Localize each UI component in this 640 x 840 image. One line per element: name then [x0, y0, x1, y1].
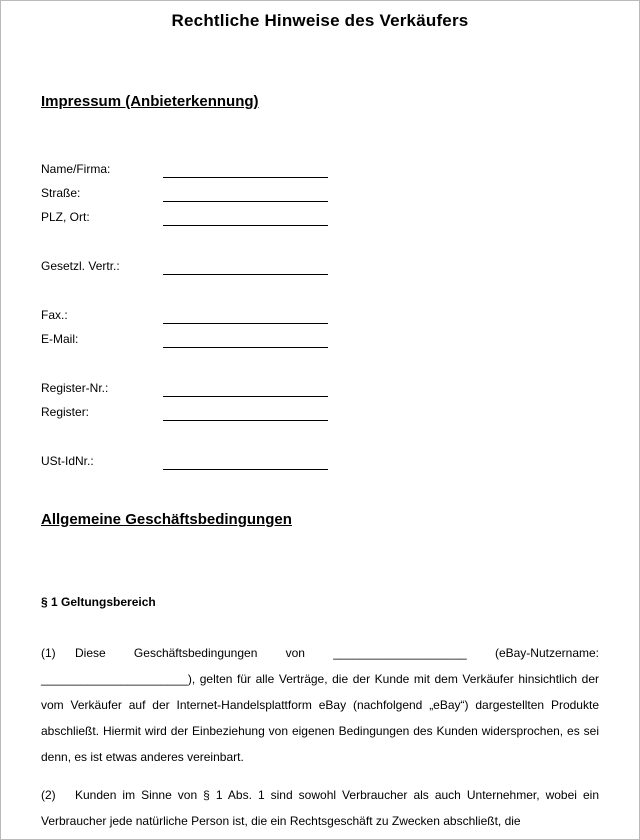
blank-underline: [163, 404, 328, 421]
blank-underline: [163, 209, 328, 226]
blank-underline: [163, 185, 328, 202]
field-row-register-nr: [41, 373, 599, 397]
blank-underline: [163, 161, 328, 178]
field-label: E-Mail:: [41, 332, 79, 346]
field-label: Fax.:: [41, 308, 68, 322]
field-label: Register:: [41, 405, 90, 419]
section-1-heading: § 1 Geltungsbereich: [41, 595, 156, 609]
paragraph-1: [41, 640, 599, 770]
field-row-ust-idnr: [41, 446, 599, 470]
field-label: USt-IdNr.:: [41, 454, 94, 468]
paragraph-2: [41, 782, 599, 834]
impressum-fields: [41, 154, 599, 470]
paragraph-1-number: (1): [41, 646, 56, 660]
blank-underline: [163, 331, 328, 348]
blank-underline: [163, 258, 328, 275]
field-label: PLZ, Ort:: [41, 210, 90, 224]
field-label: Straße:: [41, 186, 81, 200]
paragraph-1-text: Diese Geschäftsbedingungen von ____________________ (eBay-Nutzername: ______________________), gelten für alle Verträge, die der Kunde mit dem Verkäufer hinsichtlich der vom Verkäufer auf der Internet-Handelsplattform eBay (nachfolgend „eBay“) dargestellten Produkte abschließt. Hiermit wird der Einbeziehung von eigenen Bedingungen des Kunden widersprochen, es sei denn, es ist etwas anderes vereinbart.: [41, 646, 599, 764]
paragraph-2-number: (2): [41, 788, 56, 802]
blank-underline: [163, 307, 328, 324]
document-title: Rechtliche Hinweise des Verkäufers: [171, 11, 469, 30]
field-row-name-firma: [41, 154, 599, 178]
field-row-register: [41, 397, 599, 421]
impressum-heading: Impressum (Anbieterkennung): [41, 93, 259, 110]
field-row-fax: [41, 300, 599, 324]
field-row-gesetzl-vertr: [41, 251, 599, 275]
blank-underline: [163, 453, 328, 470]
field-row-strasse: [41, 178, 599, 202]
field-label: Gesetzl. Vertr.:: [41, 259, 120, 273]
blank-underline: [163, 380, 328, 397]
field-label: Register-Nr.:: [41, 381, 109, 395]
field-row-email: [41, 324, 599, 348]
paragraph-2-text: Kunden im Sinne von § 1 Abs. 1 sind sowohl Verbraucher als auch Unternehmer, wobei ein Verbraucher jede natürliche Person ist, die ein Rechtsgeschäft zu Zwecken abschließt, die: [41, 788, 599, 828]
field-row-plz-ort: [41, 202, 599, 226]
field-label: Name/Firma:: [41, 162, 111, 176]
agb-heading: Allgemeine Geschäftsbedingungen: [41, 511, 292, 528]
